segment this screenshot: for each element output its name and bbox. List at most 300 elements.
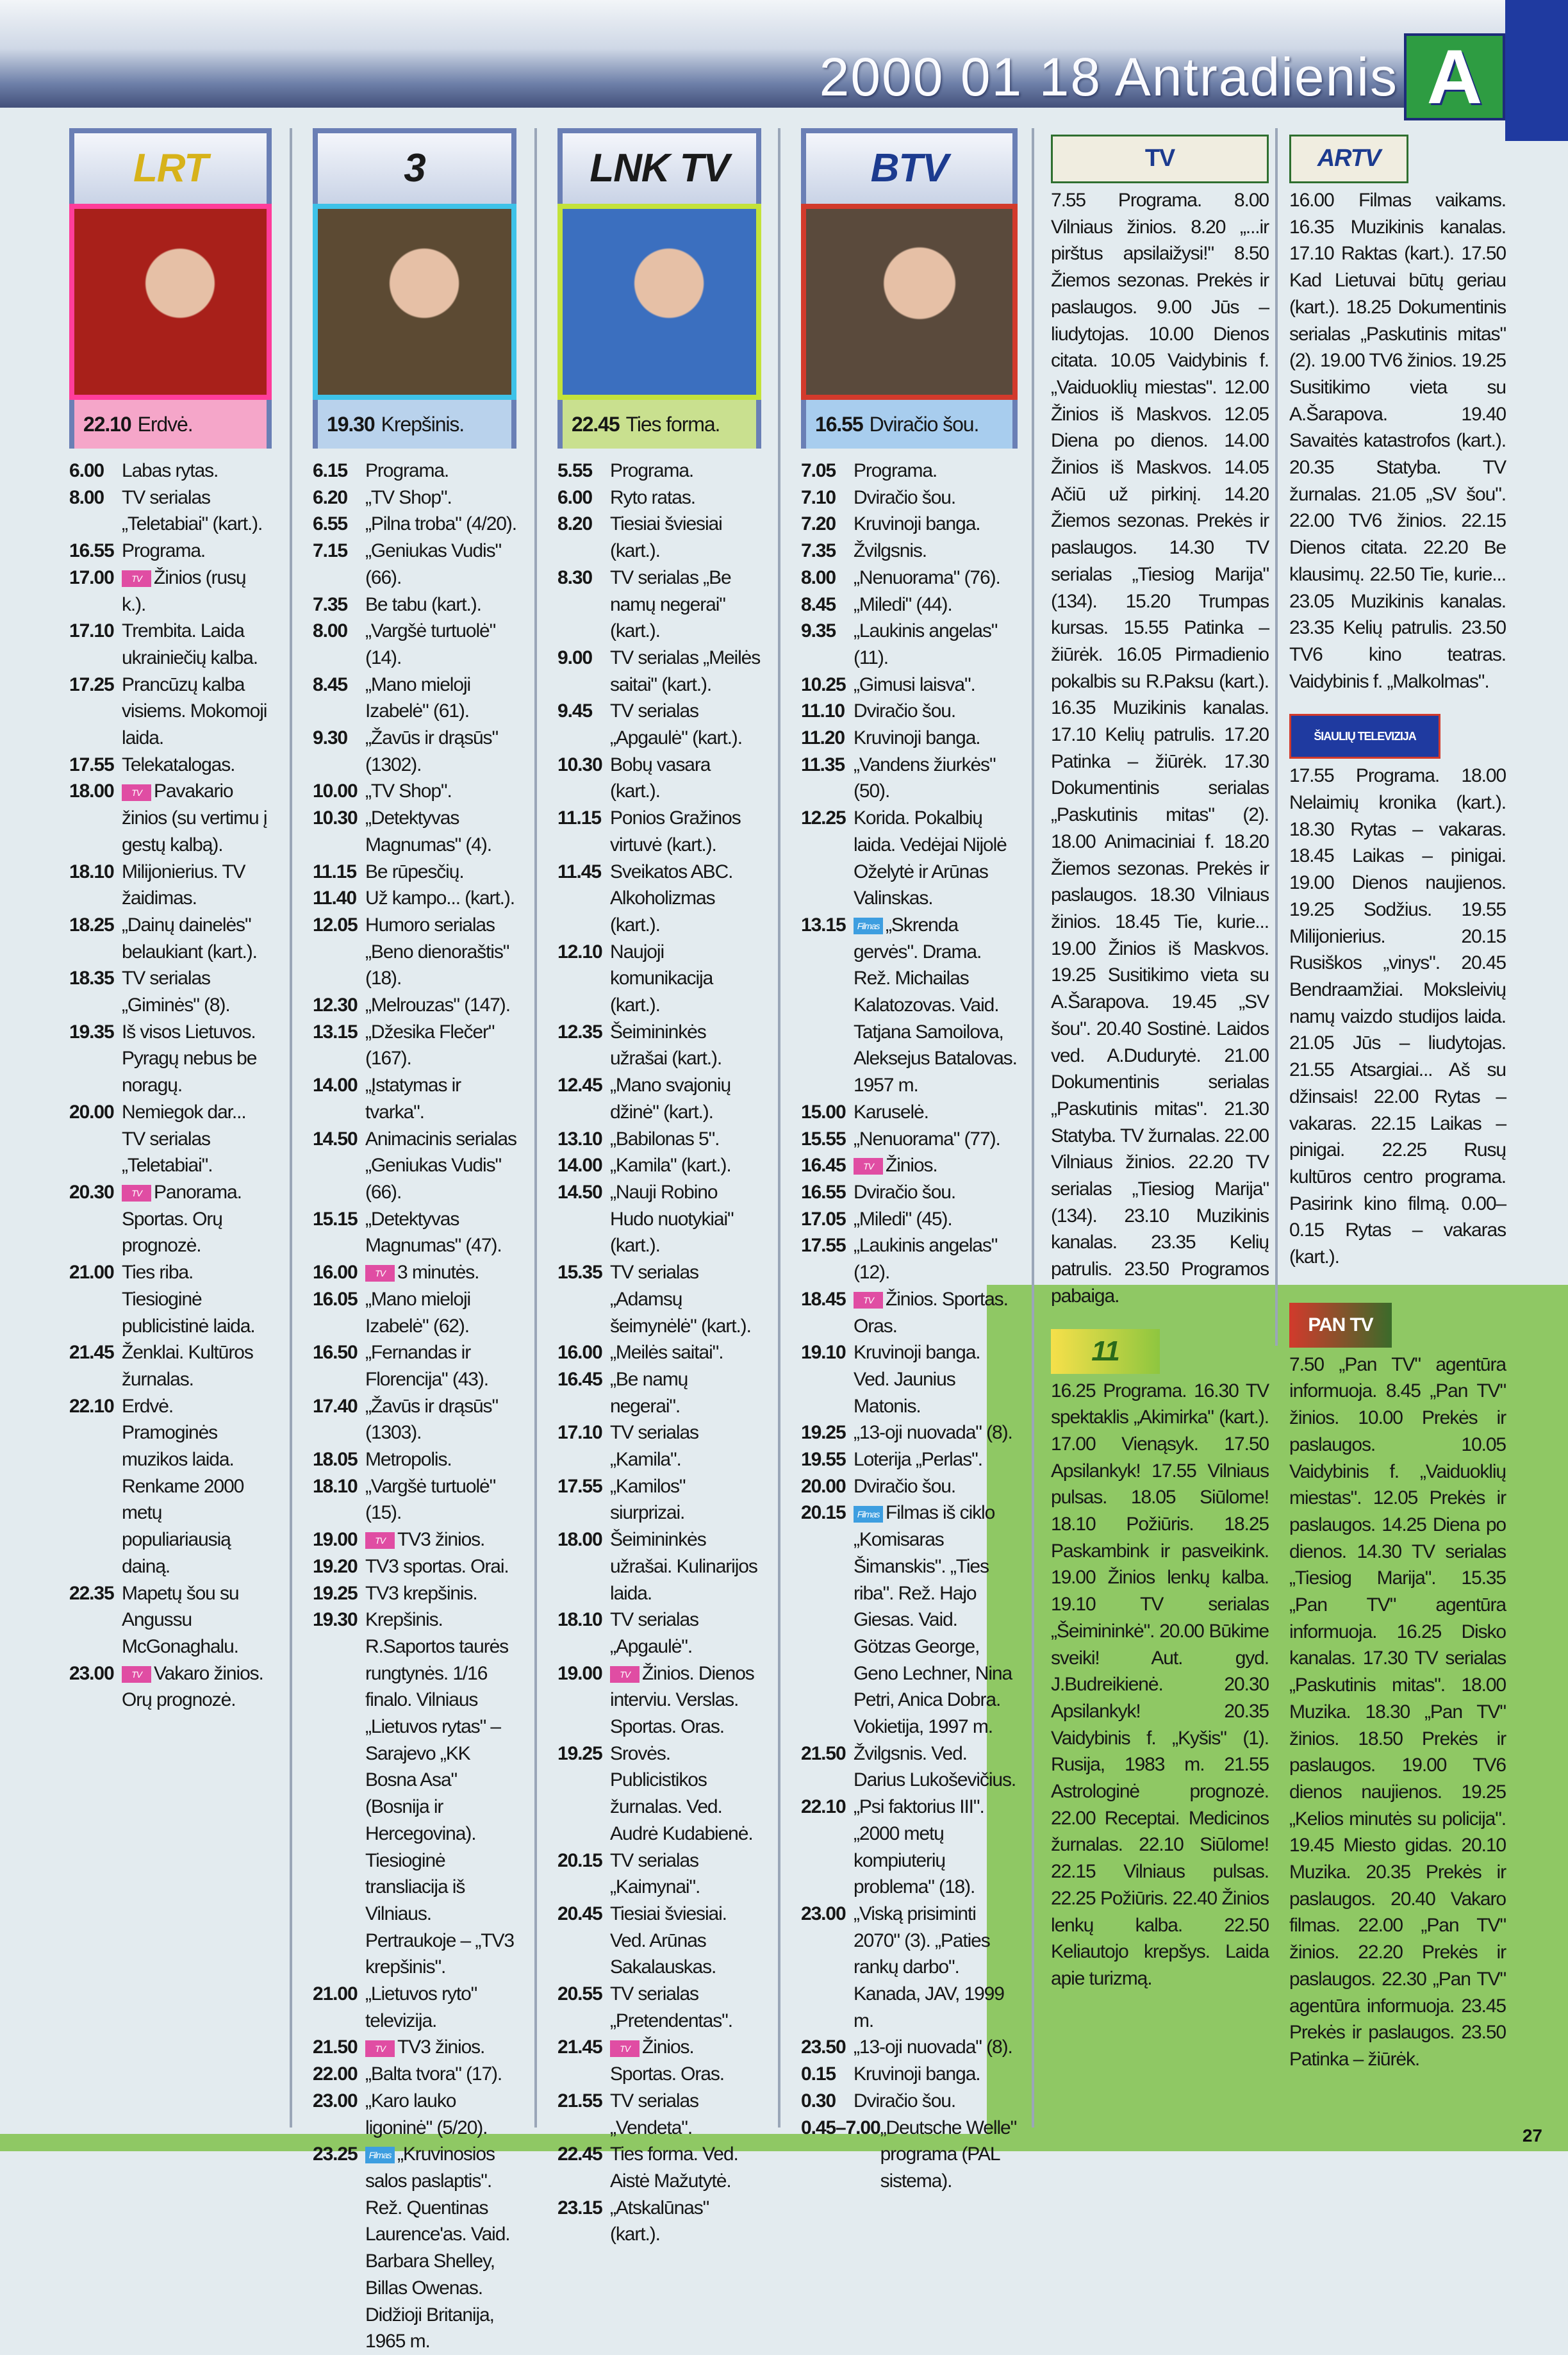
highlight-title: Krepšinis. [381,413,465,436]
program-title [854,1179,1018,1206]
program-description: Metropolis. [365,1449,452,1471]
program-description: „Skrenda gervės". Drama. Rež. Michailas Kalatozovas. Vaid. Tatjana Samoilova, Aleksejus Batalovas. 1957 m. [854,914,1017,1096]
list-item [313,992,516,1019]
list-item [313,1339,516,1392]
program-title [365,1473,516,1526]
program-description: TV3 žinios. [397,2037,485,2058]
list-item [557,1419,761,1473]
program-description: „Lietuvos ryto" televizija. [365,1983,477,2031]
list-item [313,2034,516,2061]
film-icon: Filmas [854,1506,883,1523]
program-description: Be tabu (kart.). [365,593,481,615]
program-title [122,538,272,565]
program-title [365,805,516,858]
program-description: Žinios (rusų k.). [122,566,246,615]
program-description: TV3 žinios. [397,1529,485,1551]
artv-logo: ARTV [1289,135,1408,183]
list-item [557,2034,761,2087]
program-time: 23.15 [557,2197,602,2219]
list-item [69,1580,272,1660]
program-description: Kruvinoji banga. Ved. Jaunius Matonis. [854,1342,980,1417]
program-time: 15.00 [801,1101,846,1123]
program-description: „Geniukas Vudis" (66). [365,540,502,588]
program-description: TV serialas „Giminės" (8). [122,968,230,1016]
program-description: „Vargšė turtuolė" (14). [365,620,496,668]
program-time: 12.10 [557,941,602,963]
highlight-title: Erdvė. [137,413,193,436]
tv11-schedule-text: 16.25 Programa. 16.30 TV spektaklis „Akimirka" (kart.). 17.00 Vienąsyk. 17.50 Apsilankyk! 17.55 Vilniaus pulsas. 18.05 Siūlome! 18.10 Požiūris. 18.25 Paskambink ir pasveikink. 19.00 Žinios lenkų kalba. 19.10 TV serialas „Šeimininkė". 20.00 Būkime sveiki! Aut. gyd. J.Budreikienė. 20.30 Apsilankyk! 20.35 Vaidybinis f. „Kyšis" (1). Rusija, 1983 m. 21.55 Astrologinė prognozė. 22.00 Receptai. Medicinos žurnalas. 22.10 Siūlome! 22.15 Vilniaus pulsas. 22.25 Požiūris. 22.40 Žinios lenkų kalba. 22.50 Keliautojo krepšys. Laida apie turizmą. [1051,1380,1269,1989]
list-item [313,2141,516,2355]
tv3-logo: 3 [313,128,516,204]
program-title [610,1019,761,1072]
program-description: „Psi faktorius III". „2000 metų kompiuterių problema" (18). [854,1796,984,1898]
program-title [854,1206,1018,1233]
program-title [610,1981,761,2034]
program-description: Ponios Gražinos virtuvė (kart.). [610,807,741,855]
list-item [313,1393,516,1446]
program-time: 20.30 [69,1181,114,1203]
list-item [313,1553,516,1580]
program-description: Dviračio šou. [854,1181,956,1203]
program-time: 14.50 [557,1181,602,1203]
program-time: 10.30 [313,807,358,829]
list-item [557,752,761,805]
program-title [610,565,761,645]
program-description: „Nenuorama" (77). [854,1128,1000,1150]
list-item [313,805,516,858]
tv11-logo: 11 [1051,1329,1160,1374]
program-description: „Detektyvas Magnumas" (47). [365,1208,502,1257]
program-title [365,1339,516,1392]
program-description: Programa. [122,540,206,562]
list-item [69,618,272,671]
program-time: 22.10 [69,1395,114,1417]
list-item [313,672,516,725]
program-description: Trembita. Laida ukrainiečių kalba. [122,620,258,668]
program-time: 20.55 [557,1983,602,2005]
program-title [610,1847,761,1901]
news-icon: TV [122,784,151,801]
lnk-photo [557,204,761,400]
highlight-time: 22.10 [83,413,131,436]
program-title [610,1339,761,1366]
program-time: 19.55 [801,1449,846,1471]
list-item [69,965,272,1018]
program-title [365,992,516,1019]
program-title [854,1794,1018,1901]
program-time: 16.45 [557,1368,602,1390]
program-title [610,1607,761,1660]
list-item [557,859,761,939]
program-title [880,2115,1018,2195]
program-description: „Nauji Robino Hudo nuotykiai" (kart.). [610,1181,734,1257]
list-item [557,1981,761,2034]
program-description: „Babilonas 5". [610,1128,720,1150]
program-title [854,1500,1018,1740]
program-description: „Žavūs ir drąsūs" (1303). [365,1395,499,1444]
program-time: 16.00 [313,1262,358,1284]
program-description: Filmas iš ciklo „Komisaras Šimanskis". „Ties riba". Rež. Hajo Giesas. Vaid. Götzas George, Geno Lechner, Nina Petri, Anica Dobra. Vokietija, 1997 m. [854,1502,1012,1738]
program-time: 9.30 [313,727,347,749]
program-time: 17.55 [801,1235,846,1257]
btv-schedule-list [801,449,1018,2195]
list-item [69,484,272,538]
list-item [801,1232,1018,1285]
program-description: „Dainų dainelės" belaukiant (kart.). [122,914,257,963]
program-title [854,1152,1018,1179]
program-description: TV serialas „Teletabiai" (kart.). [122,486,263,535]
program-title [365,1553,516,1580]
list-item [69,778,272,858]
list-item [557,1072,761,1125]
program-description: TV serialas „Vendeta". [610,2090,698,2138]
list-item [801,752,1018,805]
program-time: 13.10 [557,1128,602,1150]
program-time: 13.15 [801,914,846,936]
program-time: 18.05 [313,1449,358,1471]
program-time: 7.20 [801,513,836,535]
channel-column-btv [801,128,1018,2195]
program-title [854,1286,1018,1339]
program-title [365,1259,516,1286]
list-item [69,1393,272,1580]
program-description: Žinios. Sportas. Oras. [610,2037,725,2085]
program-title [854,725,1018,752]
list-item [313,484,516,511]
program-time: 0.15 [801,2063,836,2085]
list-item [801,1740,1018,1794]
program-time: 17.25 [69,673,114,695]
program-time: 5.55 [557,460,592,481]
list-item [557,1847,761,1901]
program-time: 8.20 [557,513,592,535]
program-time: 15.35 [557,1262,602,1284]
program-time: 16.55 [801,1181,846,1203]
list-item [313,1286,516,1339]
program-description: Pavakario žinios (su vertimu į gestų kalbą). [122,781,267,855]
list-item [313,618,516,671]
program-title [365,859,516,886]
program-description: TV serialas „Kaimynai". [610,1849,700,1898]
lnk-logo: LNK TV [557,128,761,204]
program-time: 21.50 [313,2037,358,2058]
list-item [801,2088,1018,2115]
program-title [122,778,272,858]
program-description: Programa. [610,460,694,481]
list-item [69,458,272,484]
btv-highlight [801,400,1018,449]
program-title [122,965,272,1018]
program-time: 11.15 [557,807,601,829]
list-item [313,2061,516,2088]
program-title [854,1126,1018,1153]
program-description: TV serialas „Be namų negerai" (kart.). [610,566,731,642]
program-description: Nemiegok dar... TV serialas „Teletabiai". [122,1101,246,1177]
list-item [557,1366,761,1419]
program-description: Programa. [854,460,937,481]
program-title [122,1339,272,1392]
program-time: 8.45 [313,673,347,695]
list-item [557,1607,761,1660]
program-time: 17.55 [557,1475,602,1497]
program-description: „13-oji nuovada" (8). [854,1422,1012,1444]
program-description: „Viską prisiminti 2070" (3). „Paties rankų darbo". Kanada, JAV, 1999 m. [854,1903,1004,2031]
program-description: „TV Shop". [365,781,452,802]
program-time: 7.10 [801,486,836,508]
channel-column-lnk [557,128,761,2248]
list-item [69,565,272,618]
program-description: „Balta tvora" (17). [365,2063,502,2085]
news-icon: TV [854,1292,883,1309]
list-item [801,1179,1018,1206]
list-item [557,2141,761,2194]
corner-strip [1505,0,1568,141]
program-description: Loterija „Perlas". [854,1449,982,1471]
program-title [122,859,272,912]
program-description: Dviračio šou. [854,700,956,722]
program-description: „Karo lauko ligoninė" (5/20). [365,2090,488,2138]
list-item [313,458,516,484]
program-title [365,2034,516,2061]
list-item [801,1152,1018,1179]
program-time: 20.45 [557,1903,602,1924]
program-description: Dviračio šou. [854,486,956,508]
program-description: „Vandens žiurkės" (50). [854,754,996,802]
program-title [610,1366,761,1419]
program-title [610,1126,761,1153]
vilniaus-schedule-text: 7.55 Programa. 8.00 Vilniaus žinios. 8.20 „...ir pirštus apsilaižysi!" 8.50 Žiemos sezonas. Prekės ir paslaugos. 9.00 Jūs – liudytojas. 10.00 Dienos citata. 10.05 Vaidybinis f. „Vaiduoklių miestas". 12.00 Žinios iš Maskvos. 12.05 Diena po dienos. 14.00 Žinios iš Maskvos. 14.05 Ačiū už pirkinį. 14.20 Žiemos sezonas. Prekės ir paslaugos. 14.30 TV serialas „Tiesiog Marija" (134). 15.20 Trumpas kursas. 15.55 Patinka – žiūrėk. 16.05 Pirmadienio pokalbis su R.Paksu (kart.). 16.35 Muzikinis kanalas. 17.10 Kelių patrulis. 17.20 Patinka – žiūrėk. 17.30 Dokumentinis serialas „Paskutinis mitas" (2). 18.00 Animaciniai f. 18.20 Žiemos sezonas. Prekės ir paslaugos. 18.30 Vilniaus žinios. 18.45 Tie, kurie... 19.00 Žinios iš Maskvos. 19.25 Susitikimo vieta su A.Šarapova. 19.45 „SV šou". 20.40 Sostinė. Laidos ved. A.Dudurytė. 21.00 Dokumentinis serialas „Paskutinis mitas". 21.30 Statyba. TV žurnalas. 22.00 Vilniaus žinios. 22.20 TV serialas „Tiesiog Marija" (134). 23.10 Muzikinis kanalas. 23.35 Kelių patrulis. 23.50 Programos pabaiga. [1051,190,1269,1307]
program-title [854,538,1018,565]
program-description: Tiesiai šviesiai. Ved. Arūnas Sakalauskas. [610,1903,727,1978]
list-item [313,885,516,912]
program-title [365,1526,516,1553]
program-title [854,805,1018,912]
program-title [365,1126,516,1206]
program-title [610,1179,761,1259]
program-description: TV serialas „Adamsų šeimynėlė" (kart.). [610,1262,751,1337]
highlight-time: 22.45 [572,413,620,436]
lrt-photo [69,204,272,400]
news-icon: TV [610,1666,640,1683]
list-item [801,1500,1018,1740]
program-time: 0.45–7.00 [801,2117,880,2138]
list-item [69,912,272,965]
list-item [69,859,272,912]
program-title [610,1473,761,1526]
program-time: 12.05 [313,914,358,936]
list-item [557,1259,761,1339]
program-description: „Vargšė turtuolė" (15). [365,1475,496,1524]
program-time: 19.00 [313,1529,358,1551]
news-icon: TV [122,1185,151,1202]
program-time: 19.00 [557,1662,602,1684]
program-description: Bobų vasara (kart.). [610,754,711,802]
program-title [854,912,1018,1099]
list-item [801,591,1018,618]
news-icon: TV [854,1158,883,1175]
program-time: 11.10 [801,700,845,722]
program-description: „Įstatymas ir tvarka". [365,1075,461,1123]
list-item [69,1099,272,1179]
program-time: 21.50 [801,1742,846,1764]
program-description: „13-oji nuovada" (8). [854,2037,1012,2058]
program-time: 9.00 [557,647,592,668]
page-number: 27 [1522,2126,1542,2145]
program-title [365,778,516,805]
program-time: 19.10 [801,1342,846,1364]
program-description: Telekatalogas. [122,754,235,775]
program-description: Mapetų šou su Angussu McGonaghalu. [122,1582,239,1657]
program-time: 12.25 [801,807,846,829]
regional-column-vilniaus [1051,135,1269,1992]
program-title [610,645,761,698]
list-item [557,2088,761,2141]
program-title [854,2034,1018,2061]
program-title [365,618,516,671]
program-title [365,1446,516,1473]
list-item [801,2115,1018,2195]
tv3-highlight [313,400,516,449]
siauliu-schedule-text: 17.55 Programa. 18.00 Nelaimių kronika (kart.). 18.30 Rytas – vakaras. 18.45 Laikas – pinigai. 19.00 Dienos naujienos. 19.25 Sodžius. 19.55 Milijonierius. 20.15 Rusiškos „vinys". 20.45 Bendraamžiai. Moksleivių namų vaizdo studijos laida. 21.05 Jūs – liudytojas. 21.55 Atsargiai... Aš su džinsais! 22.00 Rytas – vakaras. 22.15 Laikas – pinigai. 22.25 Rusų kultūros centro programa. Pasirink kino filmą. 0.00–0.15 Rytas – vakaras (kart.). [1289,765,1506,1268]
regional-column-right [1289,135,1506,2073]
program-time: 18.10 [557,1609,602,1631]
artv-schedule-text: 16.00 Filmas vaikams. 16.35 Muzikinis kanalas. 17.10 Raktas (kart.). 17.50 Kad Lietuvai būtų geriau (kart.). 18.25 Dokumentinis serialas „Paskutinis mitas" (2). 19.00 TV6 žinios. 19.25 Susitikimo vieta su A.Šarapova. 19.40 Savaitės katastrofos (kart.). 20.35 Statyba. TV žurnalas. 21.05 „SV šou". 22.00 TV6 žinios. 22.15 Dienos citata. 22.20 Be klausimų. 22.50 Tie, kurie... 23.05 Muzikinis kanalas. 23.35 Kelių patrulis. 23.50 TV6 kino teatras. Vaidybinis f. „Malkolmas". [1289,190,1506,692]
program-description: Už kampo... (kart.). [365,888,515,909]
program-title [610,859,761,939]
list-item [557,484,761,511]
program-time: 6.55 [313,513,347,535]
list-item [313,1580,516,1607]
program-title [610,1740,761,1847]
news-icon: TV [365,1532,395,1549]
program-time: 9.35 [801,620,836,642]
program-title [365,538,516,591]
program-description: Kruvinoji banga. [854,513,980,535]
program-title [365,885,516,912]
pan-tv-schedule-text: 7.50 „Pan TV" agentūra informuoja. 8.45 „Pan TV" žinios. 10.00 Prekės ir paslaugos. 10.05 Vaidybinis f. „Vaiduoklių miestas". 12.05 Prekės ir paslaugos. 14.25 Diena po dienos. 14.30 TV serialas „Tiesiog Marija". 15.35 „Pan TV" agentūra informuoja. 16.25 Disko kanalas. 17.30 TV serialas „Paskutinis mitas". 18.00 Muzika. 18.30 „Pan TV" žinios. 18.50 Prekės ir paslaugos. 19.00 TV6 dienos naujienos. 19.25 „Kelios minutės su policija". 19.45 Miesto gidas. 20.10 Muzika. 20.35 Prekės ir paslaugos. 20.40 Vakaro filmas. 22.00 „Pan TV" žinios. 22.20 Prekės ir paslaugos. 22.30 „Pan TV" agentūra informuoja. 23.45 Prekės ir paslaugos. 23.50 Patinka – žiūrėk. [1289,1353,1506,2070]
program-time: 21.00 [313,1983,358,2005]
list-item [801,618,1018,671]
program-title [610,1660,761,1740]
program-title [122,458,272,484]
program-title [610,1072,761,1125]
list-item [557,565,761,645]
program-title [854,698,1018,725]
program-title [365,1607,516,1981]
program-description: Humoro serialas „Beno dienoraštis" (18). [365,914,509,989]
program-title [854,511,1018,538]
program-description: „Detektyvas Magnumas" (4). [365,807,491,855]
program-title [610,1152,761,1179]
program-title [122,1099,272,1179]
list-item [313,778,516,805]
program-time: 6.00 [557,486,592,508]
program-time: 17.05 [801,1208,846,1230]
program-time: 23.00 [313,2090,358,2111]
program-description: TV3 krepšinis. [365,1582,477,1604]
program-time: 11.40 [313,888,356,909]
program-time: 19.30 [313,1609,358,1631]
program-description: „Laukinis angelas" (11). [854,620,998,668]
highlight-title: Dviračio šou. [869,413,979,436]
program-description: TV3 sportas. Orai. [365,1555,509,1577]
program-description: Krepšinis. R.Saportos taurės rungtynės. 1/16 finalo. Vilniaus „Lietuvos rytas" – Sarajevo „KK Bosna Asa" (Bosnija ir Hercegovina). Tiesioginė transliacija iš Vilniaus. Pertraukoje – „TV3 krepšinis". [365,1609,514,1978]
program-title [854,752,1018,805]
program-description: Dviračio šou. [854,2090,956,2111]
program-time: 9.45 [557,700,592,722]
list-item [313,1206,516,1259]
program-time: 17.10 [69,620,114,642]
program-description: „TV Shop". [365,486,452,508]
program-title [122,484,272,538]
program-time: 8.00 [801,566,836,588]
list-item [557,2195,761,2248]
list-item [801,725,1018,752]
list-item [69,1019,272,1099]
program-title [365,912,516,992]
list-item [801,484,1018,511]
program-time: 21.45 [557,2037,602,2058]
list-item [801,458,1018,484]
program-description: „Mano svajonių džinė" (kart.). [610,1075,731,1123]
program-title [610,1901,761,1981]
film-icon: Filmas [365,2147,395,2163]
program-time: 22.10 [801,1796,846,1818]
program-time: 18.35 [69,968,114,989]
list-item [69,752,272,779]
program-time: 15.55 [801,1128,846,1150]
program-title [854,458,1018,484]
program-description: Milijonierius. TV žaidimas. [122,861,245,909]
program-description: „Melrouzas" (147). [365,995,510,1016]
program-time: 23.00 [801,1903,846,1924]
program-description: „Be namų negerai". [610,1368,688,1417]
program-time: 19.25 [801,1422,846,1444]
film-icon: Filmas [854,918,883,934]
program-time: 21.00 [69,1262,114,1284]
program-time: 22.35 [69,1582,114,1604]
program-description: „Gimusi laisva". [854,673,975,695]
program-title [122,618,272,671]
program-time: 11.20 [801,727,845,749]
program-description: Kruvinoji banga. [854,727,980,749]
program-time: 15.15 [313,1208,358,1230]
program-description: „Žavūs ir drąsūs" (1302). [365,727,499,775]
program-title [365,2061,516,2088]
news-icon: TV [122,570,151,587]
program-time: 8.00 [69,486,104,508]
program-title [610,511,761,564]
list-item [557,645,761,698]
list-item [557,511,761,564]
program-title [122,1179,272,1259]
list-item [313,859,516,886]
program-time: 12.45 [557,1075,602,1096]
program-title [854,672,1018,698]
program-time: 20.15 [557,1849,602,1871]
program-title [365,1072,516,1125]
program-description: Naujoji komunikacija (kart.). [610,941,713,1016]
program-description: Programa. [365,460,449,481]
program-time: 13.15 [313,1021,358,1043]
highlight-time: 16.55 [815,413,863,436]
program-time: 7.05 [801,460,836,481]
program-description: Kruvinoji banga. [854,2063,980,2085]
highlight-title: Ties forma. [625,413,720,436]
program-description: Šeimininkės užrašai (kart.). [610,1021,722,1070]
program-title [122,565,272,618]
lnk-highlight [557,400,761,449]
